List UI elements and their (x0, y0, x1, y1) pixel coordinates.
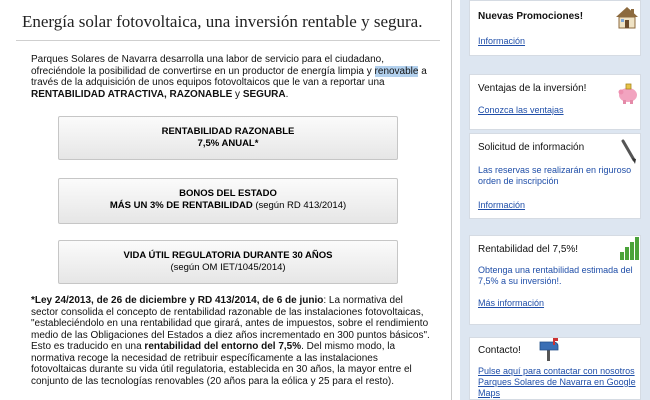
feature-box-vida-util (58, 240, 398, 284)
rentabilidad-title: Rentabilidad del 7,5%! (478, 244, 579, 255)
contacto-title: Contacto! (478, 345, 521, 356)
law-text-2: . Del mismo modo, la normativa recoge la necesidad de retribuir específicamente a las instalaciones fotovoltaicas durante su vida útil regulatoria, establecida en 30 años, la mayor entre el conjunto de las tecnologías renovables (20 años para la eólica y 25 para el resto). (31, 341, 412, 387)
feature-box-line1: VIDA ÚTIL REGULATORIA DURANTE 30 AÑOS (123, 250, 333, 261)
contacto-panel (469, 337, 641, 400)
pen-icon (620, 138, 638, 166)
page-title: Energía solar fotovoltaica, una inversión rentable y segura. (22, 12, 423, 31)
feature-box-note: (según RD 413/2014) (252, 199, 347, 211)
bar-chart-icon (618, 235, 640, 261)
piggy-bank-icon (616, 81, 640, 105)
law-bold-2: rentabilidad del entorno del 7,5% (144, 341, 302, 352)
promos-info-link[interactable]: Información (478, 36, 526, 46)
mailbox-icon (538, 336, 560, 362)
intro-highlight: renovable (374, 65, 419, 77)
promos-title: Nuevas Promociones! (478, 11, 584, 22)
law-paragraph (31, 295, 431, 387)
feature-box-line1: RENTABILIDAD RAZONABLE (161, 126, 295, 137)
ventajas-panel (469, 74, 641, 130)
house-icon (614, 4, 640, 30)
intro-paragraph (31, 54, 427, 100)
title-divider (16, 40, 440, 41)
feature-box-line2: MÁS UN 3% DE RENTABILIDAD (109, 199, 253, 211)
promos-panel (469, 0, 641, 56)
rentabilidad-text: Obtenga una rentabilidad estimada del 7,5% a su inversión!. (478, 265, 633, 286)
intro-text-4: . (285, 88, 289, 100)
feature-box-line1: BONOS DEL ESTADO (179, 188, 277, 199)
ventajas-link[interactable]: Conozca las ventajas (478, 105, 564, 115)
intro-text-1: Parques Solares de Navarra desarrolla una labor de servicio para el ciudadano, ofreciéndole la posibilidad de convertirse en un productor de energía limpia y (31, 54, 384, 77)
solicitud-panel (469, 133, 641, 219)
law-bold-1: *Ley 24/2013, de 26 de diciembre y RD 413/2014, de 6 de junio (31, 295, 324, 306)
law-text-1: : La normativa del sector consolida el concepto de rentabilidad razonable de las instalaciones fotovoltaicas, "estableciéndolo en una rentabilidad que girará, antes de impuestos, sobre el rendimiento medio de las Obligaciones del Estados a diez años incrementado en 300 puntos básicos". Esto es traducido en una (31, 295, 430, 352)
feature-box-rentabilidad (58, 116, 398, 160)
rentabilidad-info-link[interactable]: Más información (478, 298, 545, 308)
feature-box-note: (según OM IET/1045/2014) (170, 261, 286, 273)
intro-text-3: y (232, 88, 243, 100)
solicitud-info-link[interactable]: Información (478, 200, 526, 210)
solicitud-title: Solicitud de información (478, 142, 585, 153)
intro-bold-2: SEGURA (242, 88, 286, 100)
solicitud-text: Las reservas se realizarán en riguroso orden de inscripción (478, 165, 632, 186)
feature-box-line2: 7,5% ANUAL* (197, 137, 259, 149)
contacto-link[interactable]: Pulse aquí para contactar con nosotros Parques Solares de Navarra en Google Maps (478, 366, 636, 398)
feature-box-bonos (58, 178, 398, 224)
intro-bold-1: RENTABILIDAD ATRACTIVA, RAZONABLE (31, 88, 233, 100)
intro-text-2: a través de la adquisición de unos equipos fotovoltaicos que le van a reportar una (31, 65, 427, 88)
rentabilidad-panel (469, 235, 641, 325)
ventajas-title: Ventajas de la inversión! (478, 83, 587, 94)
